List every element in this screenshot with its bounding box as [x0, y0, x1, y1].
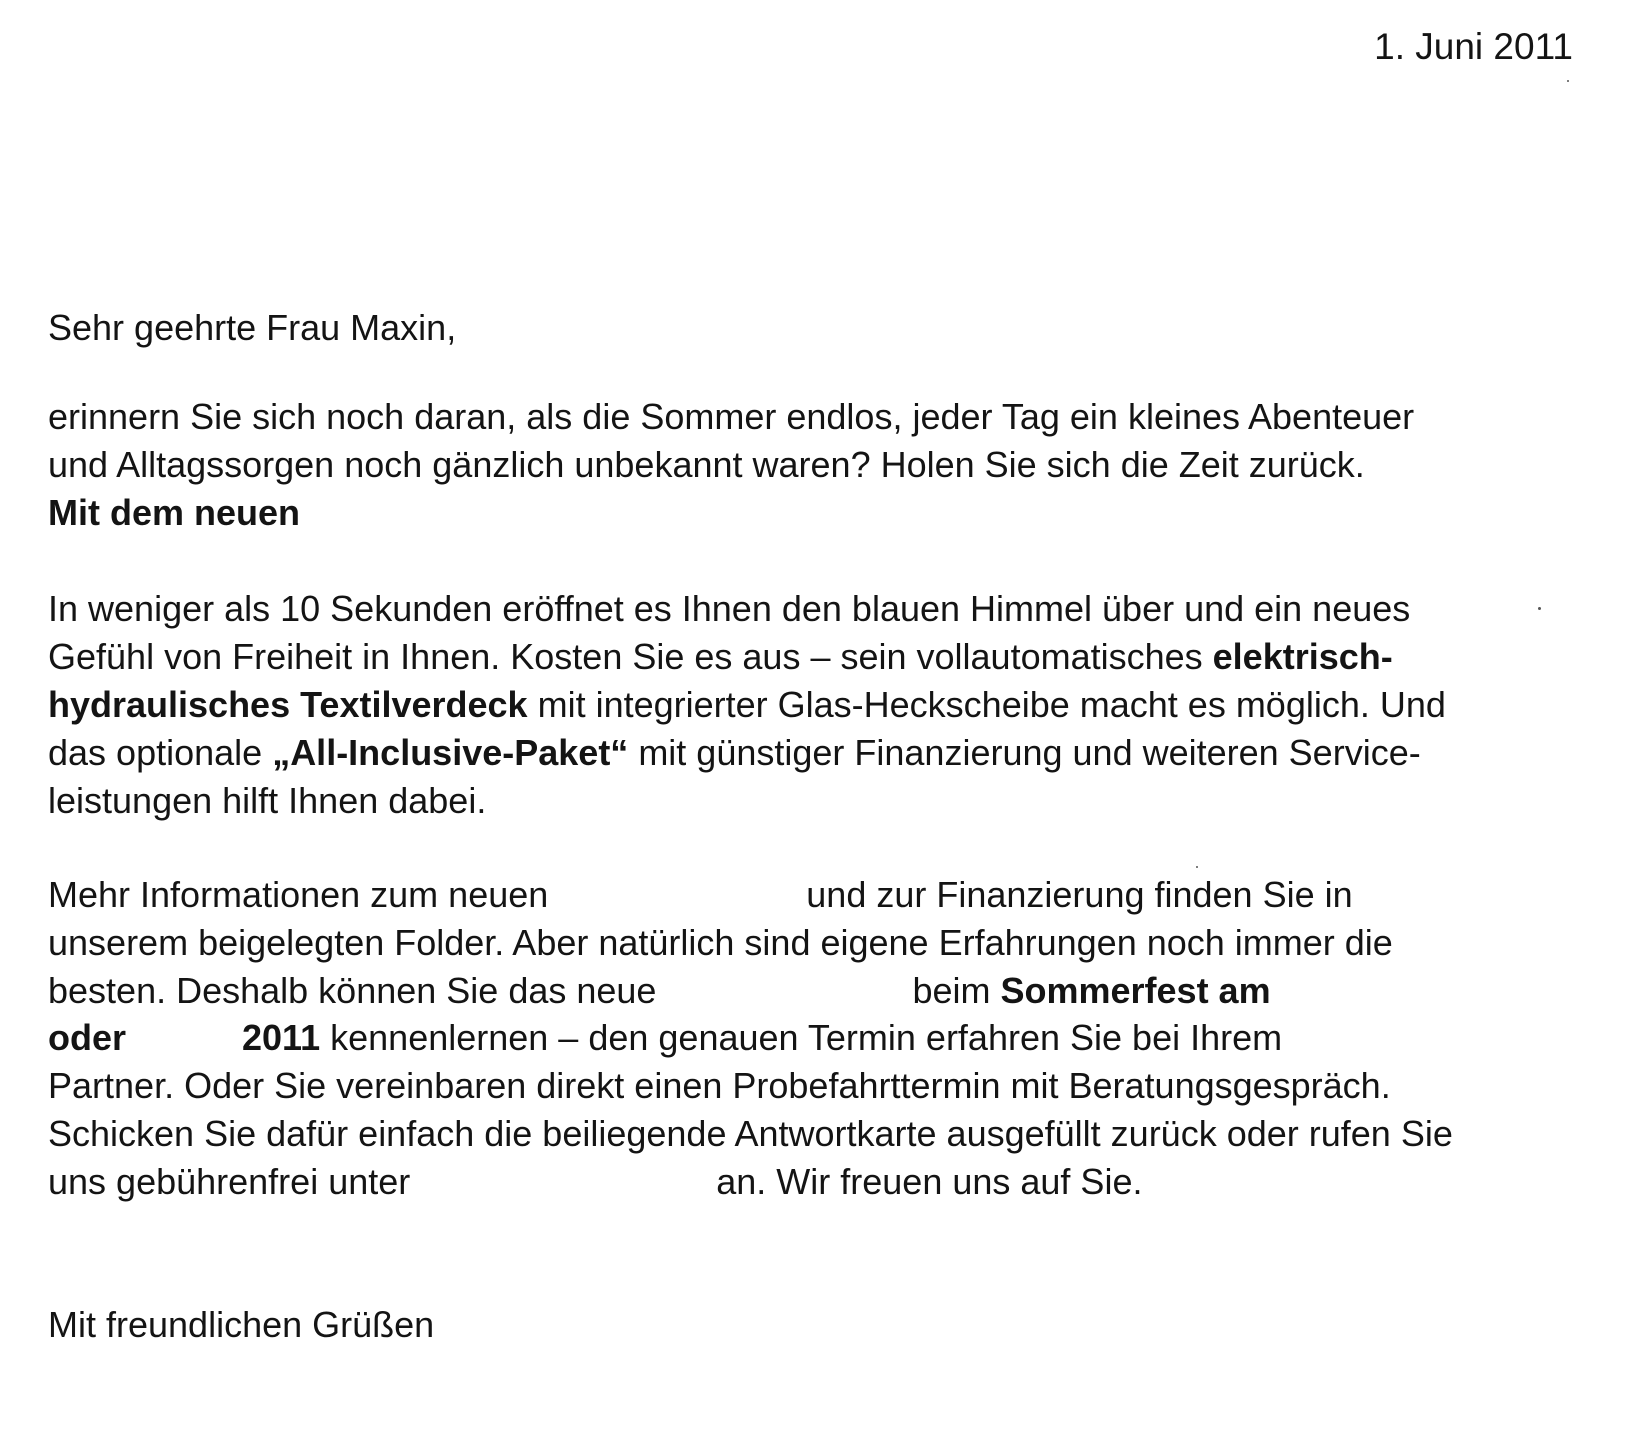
text-segment: besten. Deshalb können Sie das neue: [48, 970, 657, 1011]
paragraph-2-line-4: [48, 730, 1421, 776]
paragraph-3-line-5: Partner. Oder Sie vereinbaren direkt einen Probefahrttermin mit Beratungsgespräch.: [48, 1065, 1391, 1106]
text-segment: Gefühl von Freiheit in Ihnen. Kosten Sie es aus – sein vollautomatisches: [48, 636, 1213, 677]
text-segment: mit günstiger Finanzierung und weiteren Service-: [628, 732, 1421, 773]
paragraph-1-line-2: und Alltagssorgen noch gänzlich unbekannt waren? Holen Sie sich die Zeit zurück.: [48, 444, 1365, 485]
paragraph-3-line-2: unserem beigelegten Folder. Aber natürlich sind eigene Erfahrungen noch immer die: [48, 922, 1393, 963]
paragraph-2-line-1: In weniger als 10 Sekunden eröffnet es Ihnen den blauen Himmel über und ein neues: [48, 588, 1411, 629]
paragraph-3-line-7: [48, 1159, 1142, 1205]
text-segment: und zur Finanzierung finden Sie in: [806, 874, 1353, 915]
bold-text-segment: Sommerfest am: [1000, 970, 1271, 1011]
paragraph-1-line-1: erinnern Sie sich noch daran, als die Sommer endlos, jeder Tag ein kleines Abenteuer: [48, 396, 1415, 437]
text-segment: Mit dem: [48, 492, 195, 533]
text-segment: beim: [912, 970, 1001, 1011]
text-segment: das optionale: [48, 732, 273, 773]
letter-date: 1. Juni 2011: [1374, 26, 1573, 67]
bold-text-segment: oder: [48, 1017, 127, 1058]
salutation: Sehr geehrte Frau Maxin,: [48, 307, 457, 348]
paragraph-3-line-6: Schicken Sie dafür einfach die beiliegende Antwortkarte ausgefüllt zurück oder rufen Sie: [48, 1113, 1453, 1154]
text-segment: kennenlernen – den genauen Termin erfahren Sie bei Ihrem: [320, 1017, 1283, 1058]
paragraph-2-line-2: [48, 634, 1393, 680]
text-segment: uns gebührenfrei unter: [48, 1161, 411, 1202]
bold-text-segment: „All-Inclusive-Paket“: [272, 732, 629, 773]
scan-speck: [1538, 607, 1541, 610]
paragraph-3-line-3: [48, 968, 1271, 1014]
paragraph-1-line-3: [48, 490, 300, 536]
paragraph-3-line-1: [48, 872, 1353, 918]
bold-text-segment: 2011: [242, 1017, 321, 1058]
paragraph-3-line-4: [48, 1015, 1282, 1061]
bold-text-segment: hydraulisches Textilverdeck: [48, 684, 528, 725]
paragraph-2-line-5: leistungen hilft Ihnen dabei.: [48, 780, 487, 821]
bold-text-segment: elektrisch-: [1212, 636, 1393, 677]
scan-speck: [1567, 80, 1569, 82]
text-segment: Mehr Informationen zum neuen: [48, 874, 549, 915]
text-segment: mit integrierter Glas-Heckscheibe macht es möglich. Und: [527, 684, 1446, 725]
bold-text-segment: neuen: [194, 492, 301, 533]
closing: Mit freundlichen Grüßen: [48, 1304, 435, 1345]
paragraph-2-line-3: [48, 682, 1446, 728]
text-segment: an. Wir freuen uns auf Sie.: [716, 1161, 1143, 1202]
scan-speck: [1196, 866, 1198, 868]
